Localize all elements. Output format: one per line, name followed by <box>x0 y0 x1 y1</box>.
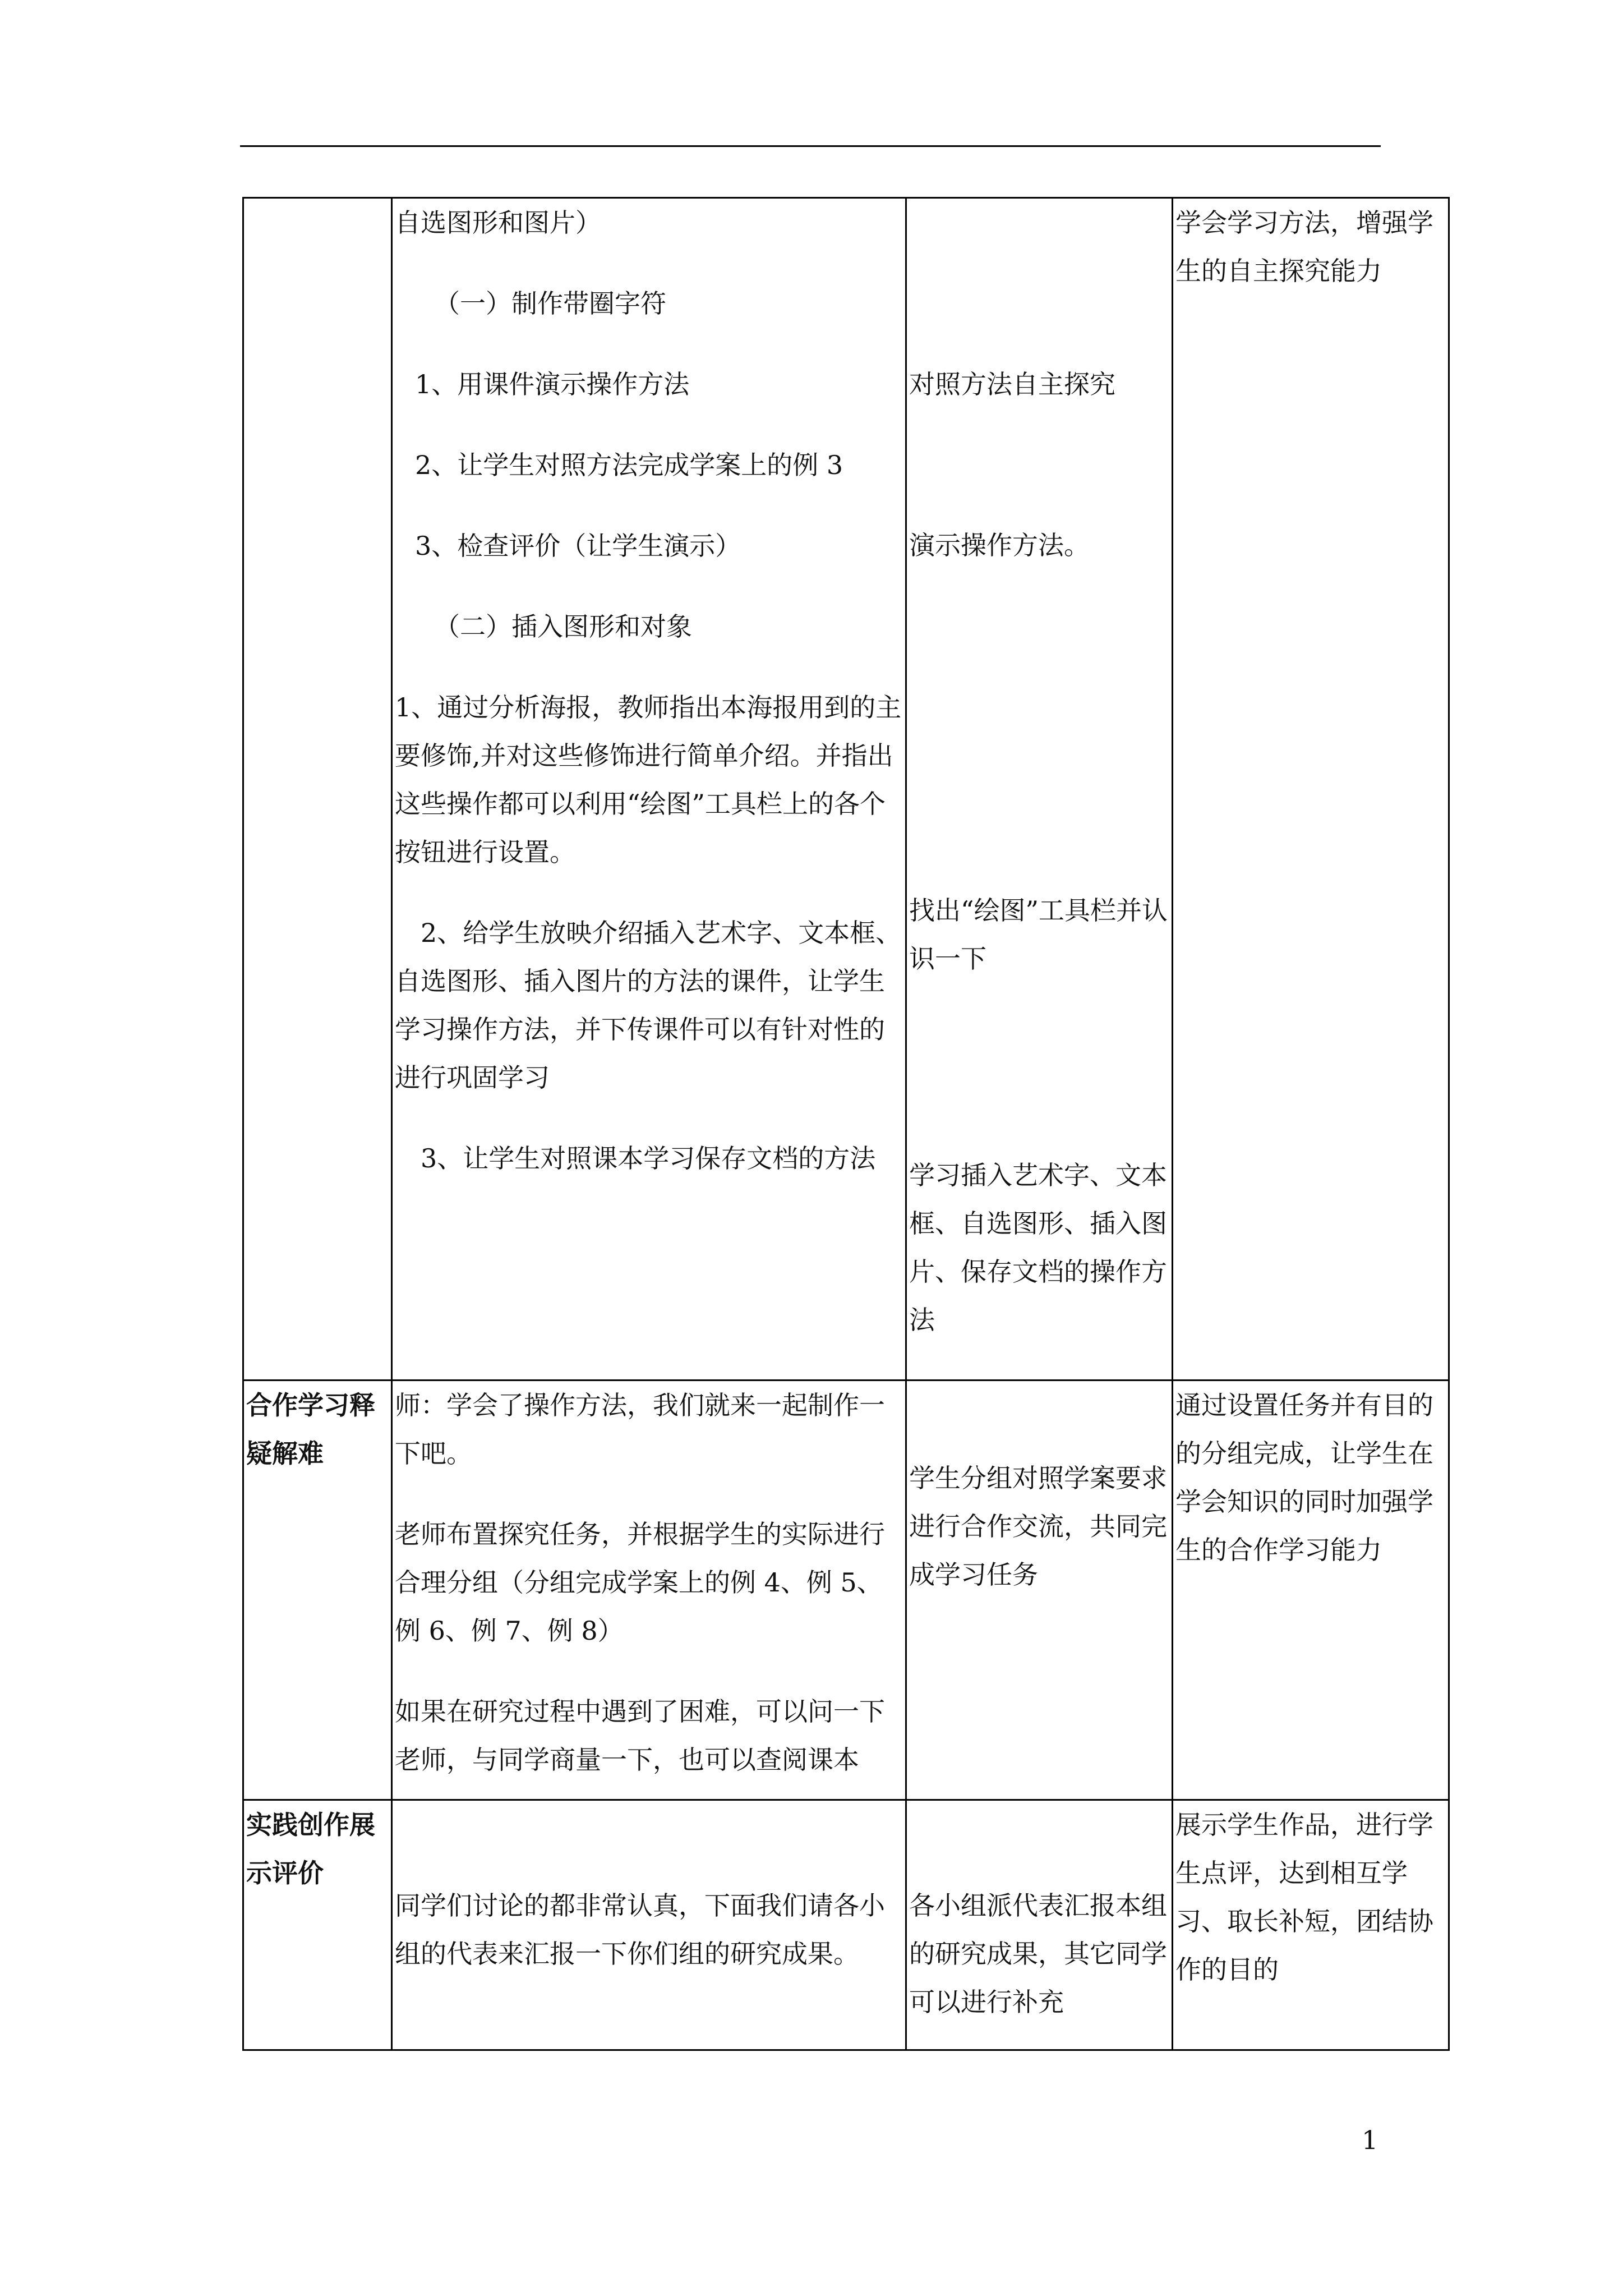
intent-text: 展示学生作品，进行学生点评，达到相互学习、取长补短，团结协作的目的 <box>1175 1810 1433 1985</box>
design-intent-cell <box>1173 1381 1449 1800</box>
table-row <box>243 198 1449 1381</box>
teacher-line: （二）插入图形和对象 <box>434 611 692 642</box>
stage-cell <box>243 1800 392 2050</box>
student-activity-cell <box>906 198 1173 1381</box>
student-line: 学习插入艺术字、文本框、自选图形、插入图片、保存文档的操作方法 <box>909 1160 1167 1335</box>
header-rule <box>240 145 1381 147</box>
student-activity-cell <box>906 1800 1173 2050</box>
table-row <box>243 1800 1449 2050</box>
lesson-plan-table <box>242 197 1450 2051</box>
teacher-line: 2、让学生对照方法完成学案上的例 3 <box>415 450 843 480</box>
page-number: 1 <box>1362 2125 1378 2155</box>
stage-cell <box>243 198 392 1381</box>
teacher-activity-cell <box>392 1381 906 1800</box>
teacher-line: 3、检查评价（让学生演示） <box>415 531 741 561</box>
student-activity-cell <box>906 1381 1173 1800</box>
student-line: 学生分组对照学案要求进行合作交流，共同完成学习任务 <box>909 1463 1167 1590</box>
student-line: 找出“绘图”工具栏并认识一下 <box>909 895 1168 974</box>
design-intent-cell <box>1173 198 1449 1381</box>
teacher-line: 3、让学生对照课本学习保存文档的方法 <box>421 1143 876 1174</box>
teacher-line: 同学们讨论的都非常认真，下面我们请各小组的代表来汇报一下你们组的研究成果。 <box>395 1890 885 1969</box>
teacher-line: 老师布置探究任务，并根据学生的实际进行合理分组（分组完成学案上的例 4、例 5、例 6、例 7、例 8） <box>395 1519 885 1646</box>
stage-label: 实践创作展示评价 <box>246 1810 375 1888</box>
stage-label: 合作学习释疑解难 <box>246 1390 375 1469</box>
design-intent-cell <box>1173 1800 1449 2050</box>
teacher-line: 自选图形和图片） <box>395 208 601 238</box>
student-line: 演示操作方法。 <box>909 530 1090 560</box>
teacher-line: （一）制作带圈字符 <box>434 288 666 319</box>
teacher-line: 师：学会了操作方法，我们就来一起制作一下吧。 <box>395 1390 885 1469</box>
teacher-line: 1、通过分析海报，教师指出本海报用到的主要修饰,并对这些修饰进行简单介绍。并指出这些操作都可以利用“绘图”工具栏上的各个按钮进行设置。 <box>395 692 902 867</box>
student-line: 各小组派代表汇报本组的研究成果，其它同学可以进行补充 <box>909 1890 1167 2017</box>
table-row <box>243 1381 1449 1800</box>
intent-text: 通过设置任务并有目的的分组完成，让学生在学会知识的同时加强学生的合作学习能力 <box>1175 1390 1433 1565</box>
teacher-activity-cell <box>392 1800 906 2050</box>
stage-cell <box>243 1381 392 1800</box>
student-line: 对照方法自主探究 <box>909 369 1115 399</box>
teacher-line: 如果在研究过程中遇到了困难，可以问一下老师，与同学商量一下，也可以查阅课本 <box>395 1696 885 1775</box>
teacher-activity-cell <box>392 198 906 1381</box>
teacher-line: 2、给学生放映介绍插入艺术字、文本框、自选图形、插入图片的方法的课件，让学生学习操作方法，并下传课件可以有针对性的进行巩固学习 <box>395 918 902 1093</box>
teacher-line: 1、用课件演示操作方法 <box>415 369 690 399</box>
intent-text: 学会学习方法，增强学生的自主探究能力 <box>1175 208 1433 286</box>
